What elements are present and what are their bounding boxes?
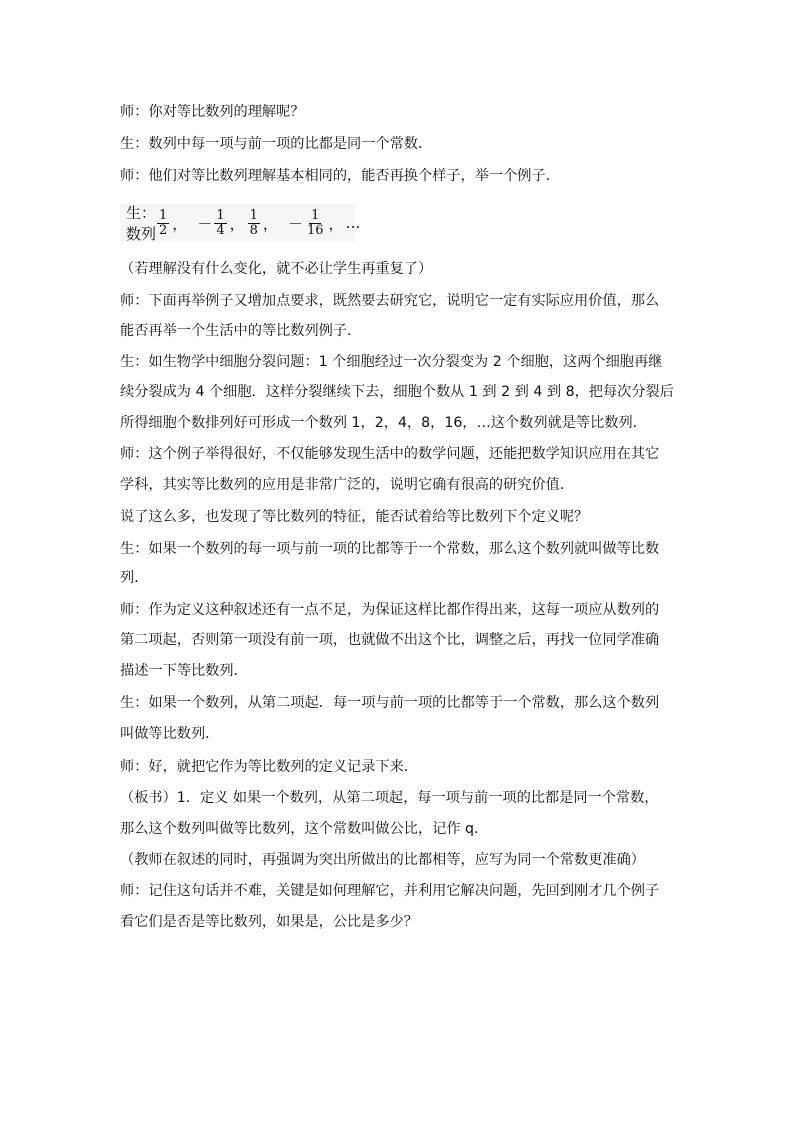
fraction-numerator: 1 [249,207,258,223]
fraction-denominator: 8 [249,222,258,238]
paragraph-line: 续分裂成为 4 个细胞．这样分裂继续下去，细胞个数从 1 到 2 到 4 到 8，把每次分裂后 [120,384,674,400]
paragraph-line: 师：下面再举例子又增加点要求，既然要去研究它，说明它一定有实际应用价值，那么 [120,293,660,309]
formula-lead: 生：数列 [126,204,157,243]
term-separator: ， [229,214,245,233]
term-separator: ， [328,214,344,233]
paragraph-line: 叫做等比数列． [120,726,220,742]
paragraph-line: 那么这个数列叫做等比数列，这个常数叫做公比，记作 q． [120,821,489,837]
paragraph-line: 描述一下等比数列． [120,663,248,679]
fraction-term [305,209,326,238]
fraction-term [157,209,169,238]
paragraph-line: 第二项起，否则第一项没有前一项，也就做不出这个比，调整之后，再找一位同学准确 [120,632,660,648]
minus-sign: － [287,214,303,233]
paragraph-line: 能否再举一个生活中的等比数列例子． [120,323,362,339]
paragraph-line: （教师在叙述的同时，再强调为突出所做出的比都相等，应写为同一个常数更准确） [120,852,645,868]
paragraph-line: 师：他们对等比数列理解基本相同的，能否再换个样子，举一个例子． [120,168,560,184]
paragraph-line: 看它们是否是等比数列，如果是，公比是多少？ [120,914,418,930]
paragraph-line: 师：作为定义这种叙述还有一点不足，为保证这样比都作得出来，这每一项应从数列的 [120,602,660,618]
paragraph-line: 生：如生物学中细胞分裂问题：1 个细胞经过一次分裂变为 2 个细胞，这两个细胞再继 [120,354,663,370]
paragraph-line: 生：数列中每一项与前一项的比都是同一个常数． [120,136,433,152]
fraction-denominator: 2 [159,222,168,238]
paragraph-line: 生：如果一个数列的每一项与前一项的比都等于一个常数，那么这个数列就叫做等比数 [120,541,660,557]
term-separator: ， [262,214,278,233]
paragraph-line: （板书）1．定义 如果一个数列，从第二项起，每一项与前一项的比都是同一个常数， [120,790,659,806]
paragraph-line: 师：这个例子举得很好，不仅能够发现生活中的数学问题，还能把数学知识应用在其它 [120,446,660,462]
fraction-term [248,209,260,238]
minus-sign: － [197,214,213,233]
fraction-denominator: 16 [306,222,324,238]
paragraph-line: 学科，其实等比数列的应用是非常广泛的，说明它确有很高的研究价值． [120,477,575,493]
sequence-example-formula [120,204,361,243]
paragraph-line: 所得细胞个数排列好可形成一个数列 1，2，4，8，16，…这个数列就是等比数列． [120,415,647,431]
paragraph-line: （若理解没有什么变化，就不必让学生再重复了） [120,261,433,277]
term-separator: ， [172,214,188,233]
paragraph-line: 师：你对等比数列的理解呢？ [120,104,305,120]
fraction-denominator: 4 [216,222,225,238]
ellipsis: … [345,214,361,232]
fraction-numerator: 1 [159,207,168,223]
paragraph-line: 生：如果一个数列，从第二项起．每一项与前一项的比都等于一个常数，那么这个数列 [120,695,660,711]
fraction-term [214,209,226,238]
fraction-numerator: 1 [311,207,320,223]
paragraph-line: 说了这么多，也发现了等比数列的特征，能否试着给等比数列下个定义呢？ [120,509,589,525]
paragraph-line: 师：记住这句话并不难，关键是如何理解它，并利用它解决问题，先回到刚才几个例子 [120,883,660,899]
fraction-numerator: 1 [216,207,225,223]
paragraph-line: 列． [120,570,149,586]
paragraph-line: 师：好，就把它作为等比数列的定义记录下来． [120,759,418,775]
